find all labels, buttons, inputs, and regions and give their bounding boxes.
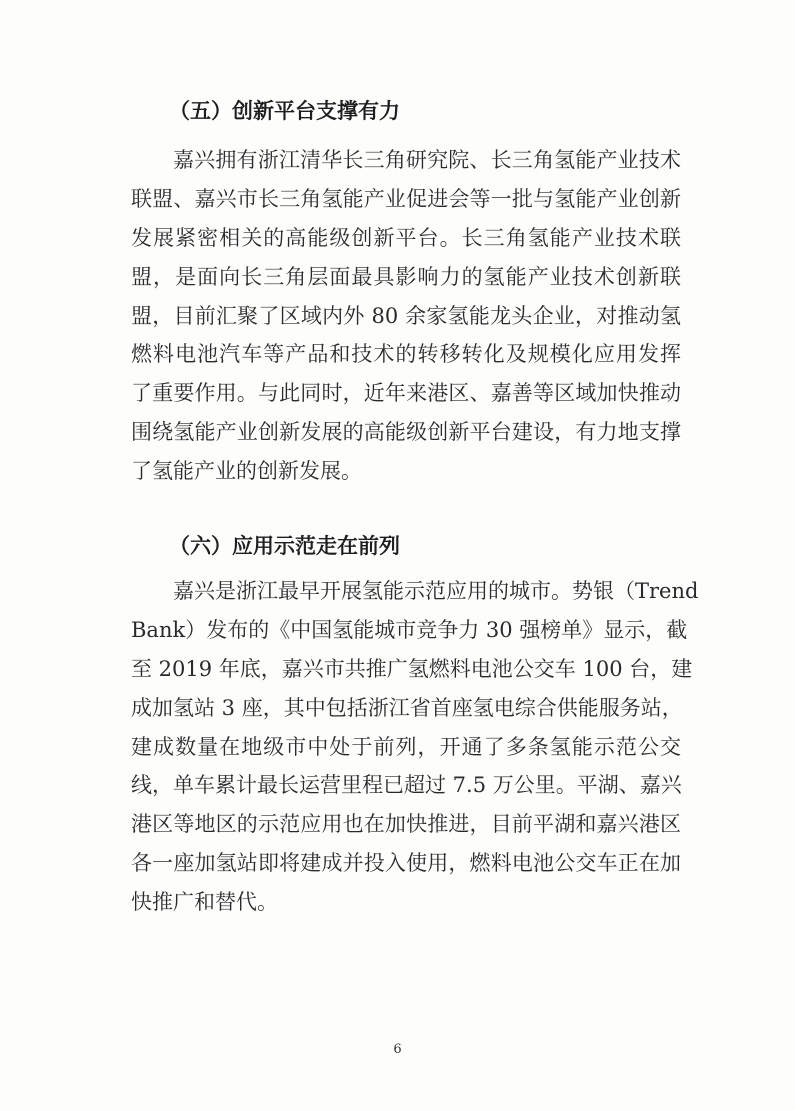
paragraph-line: 燃料电池汽车等产品和技术的转移转化及规模化应用发挥	[131, 342, 681, 367]
paragraph-line: 各一座加氢站即将建成并投入使用，燃料电池公交车正在加	[131, 851, 681, 876]
paragraph-line: 线，单车累计最长运营里程已超过 7.5 万公里。平湖、嘉兴	[131, 773, 682, 798]
paragraph-line: 了重要作用。与此同时，近年来港区、嘉善等区域加快推动	[131, 381, 681, 406]
paragraph-line: 港区等地区的示范应用也在加快推进，目前平湖和嘉兴港区	[131, 812, 681, 837]
paragraph-line: 围绕氢能产业创新发展的高能级创新平台建设，有力地支撑	[131, 420, 681, 445]
section-5	[131, 91, 681, 491]
paragraph-line: 至 2019 年底，嘉兴市共推广氢燃料电池公交车 100 台，建	[131, 656, 693, 681]
paragraph-line: 联盟、嘉兴市长三角氢能产业促进会等一批与氢能产业创新	[131, 186, 681, 211]
paragraph-line: 发展紧密相关的高能级创新平台。长三角氢能产业技术联	[131, 225, 681, 250]
paragraph-line: Bank）发布的《中国氢能城市竞争力 30 强榜单》显示，截	[131, 617, 688, 642]
paragraph-line: 成加氢站 3 座，其中包括浙江省首座氢电综合供能服务站，	[131, 695, 683, 720]
page-number: 6	[393, 1042, 402, 1057]
paragraph-line: 嘉兴是浙江最早开展氢能示范应用的城市。势银（Trend	[173, 579, 699, 603]
section-heading: （五）创新平台支撑有力	[169, 98, 400, 123]
paragraph-line: 快推广和替代。	[131, 890, 278, 915]
paragraph-line: 了氢能产业的创新发展。	[131, 459, 362, 484]
paragraph-line: 盟，是面向长三角层面最具影响力的氢能产业技术创新联	[131, 264, 681, 289]
section-6	[131, 526, 699, 922]
section-heading: （六）应用示范走在前列	[169, 533, 400, 558]
paragraph-line: 盟，目前汇聚了区域内外 80 余家氢能龙头企业，对推动氢	[131, 303, 681, 328]
paragraph-line: 建成数量在地级市中处于前列，开通了多条氢能示范公交	[131, 734, 681, 759]
paragraph-line: 嘉兴拥有浙江清华长三角研究院、长三角氢能产业技术	[173, 148, 681, 172]
